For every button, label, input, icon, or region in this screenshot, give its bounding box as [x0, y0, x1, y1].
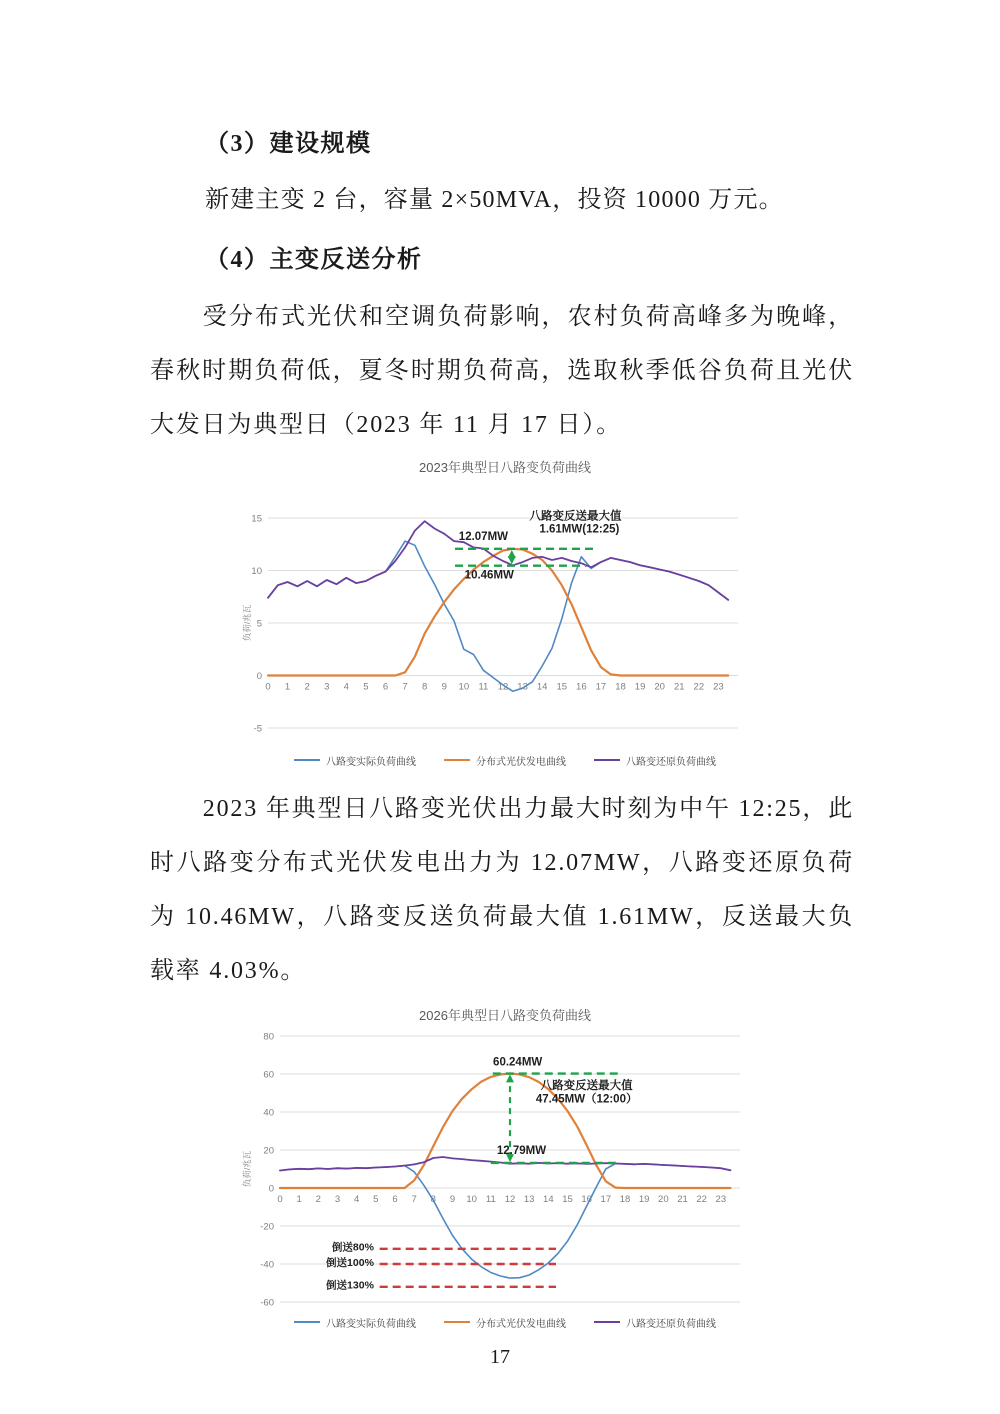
svg-text:7: 7 [411, 1194, 417, 1205]
chart-title-2026: 2026年典型日八路变负荷曲线 [419, 1008, 591, 1023]
legend-label: 分布式光伏发电曲线 [476, 1318, 566, 1330]
svg-text:19: 19 [634, 681, 646, 693]
annotation-label: 倒送130% [326, 1279, 374, 1292]
chart-legend-2026 [240, 1312, 770, 1332]
legend-line-sample [444, 1321, 470, 1323]
annotation-label: 八路变反送最大值 [540, 1080, 633, 1093]
series-line [280, 1074, 730, 1189]
legend-line-sample [594, 1321, 620, 1323]
series-line [268, 549, 728, 676]
legend-item [444, 753, 566, 768]
svg-text:0: 0 [268, 1183, 274, 1195]
svg-text:0: 0 [265, 681, 271, 693]
svg-text:-60: -60 [260, 1297, 274, 1309]
arrowhead-up [506, 1074, 514, 1082]
paragraph-construction-scale: 新建主变 2 台，容量 2×50MVA，投资 10000 万元。 [205, 187, 784, 213]
y-axis-label: 负荷/兆瓦 [242, 1150, 252, 1188]
svg-text:16: 16 [581, 1194, 592, 1205]
svg-text:22: 22 [696, 1194, 707, 1205]
svg-text:2: 2 [304, 681, 310, 693]
svg-text:20: 20 [654, 681, 665, 693]
annotation-label: 10.46MW [464, 569, 514, 582]
legend-line-sample [294, 759, 320, 761]
svg-text:18: 18 [619, 1194, 631, 1205]
svg-text:14: 14 [536, 681, 548, 693]
svg-text:-40: -40 [260, 1259, 274, 1271]
legend-line-sample [444, 759, 470, 761]
annotation-label: 60.24MW [493, 1056, 543, 1069]
page-number: 17 [490, 1346, 510, 1368]
legend-item [594, 1315, 716, 1330]
svg-text:18: 18 [615, 681, 626, 693]
svg-text:3: 3 [324, 681, 330, 693]
svg-text:21: 21 [677, 1194, 688, 1205]
svg-text:4: 4 [354, 1194, 360, 1205]
legend-item [294, 1315, 416, 1330]
svg-text:0: 0 [277, 1194, 283, 1205]
svg-text:15: 15 [251, 513, 262, 525]
paragraph-2023-analysis: 2023 年典型日八路变光伏出力最大时刻为中午 12:25，此时八路变分布式光伏发电出力为 12.07MW，八路变还原负荷为 10.46MW，八路变反送负荷最大值 1.61MW，反送最大负载率 4.03%。 [150, 796, 854, 984]
legend-label: 八路变实际负荷曲线 [326, 1318, 416, 1330]
annotation-label: 47.45MW（12:00） [535, 1093, 638, 1106]
svg-text:5: 5 [363, 681, 369, 693]
annotation-label: 12.79MW [496, 1145, 547, 1158]
svg-text:1: 1 [296, 1194, 302, 1205]
svg-text:10: 10 [458, 681, 470, 693]
svg-text:10: 10 [251, 566, 262, 577]
paragraph-typical-day-selection: 受分布式光伏和空调负荷影响，农村负荷高峰多为晚峰，春秋时期负荷低，夏冬时期负荷高，选取秋季低谷负荷且光伏大发日为典型日（2023 年 11 月 17 日）。 [150, 304, 854, 438]
legend-item [294, 753, 416, 768]
section-heading-reverse-flow-analysis: （4）主变反送分析 [205, 247, 423, 273]
svg-text:1: 1 [284, 681, 291, 693]
legend-line-sample [294, 1321, 320, 1323]
load-curve-chart-2026 [240, 1026, 770, 1312]
svg-text:60: 60 [263, 1069, 274, 1081]
svg-text:3: 3 [334, 1194, 341, 1205]
svg-text:13: 13 [517, 681, 528, 693]
legend-label: 八路变还原负荷曲线 [626, 1318, 716, 1330]
svg-text:9: 9 [449, 1194, 456, 1205]
svg-text:22: 22 [693, 681, 705, 693]
svg-text:2: 2 [315, 1194, 321, 1205]
svg-text:80: 80 [263, 1031, 274, 1043]
svg-text:17: 17 [595, 681, 607, 693]
svg-text:7: 7 [402, 681, 408, 693]
svg-text:5: 5 [373, 1194, 379, 1205]
svg-text:20: 20 [263, 1145, 274, 1157]
svg-text:21: 21 [673, 681, 685, 693]
svg-text:12: 12 [504, 1194, 516, 1205]
annotation-label: 倒送100% [326, 1256, 374, 1269]
annotation-label: 1.61MW(12:25) [539, 523, 620, 536]
chart-title-2023: 2023年典型日八路变负荷曲线 [419, 460, 591, 475]
svg-text:9: 9 [441, 681, 447, 693]
svg-text:8: 8 [430, 1194, 436, 1205]
legend-label: 分布式光伏发电曲线 [476, 756, 566, 768]
svg-text:19: 19 [638, 1194, 650, 1205]
annotation-label: 倒送80% [331, 1241, 374, 1254]
series-line [268, 541, 728, 691]
legend-line-sample [594, 759, 620, 761]
svg-text:6: 6 [392, 1194, 398, 1205]
svg-text:17: 17 [600, 1194, 612, 1205]
svg-text:20: 20 [658, 1194, 669, 1205]
svg-text:8: 8 [422, 681, 428, 693]
svg-text:12: 12 [497, 681, 509, 693]
legend-label: 八路变还原负荷曲线 [626, 756, 716, 768]
svg-text:23: 23 [713, 681, 724, 693]
section-heading-construction-scale: （3）建设规模 [205, 131, 372, 157]
chart-legend-2023 [240, 750, 770, 770]
svg-text:11: 11 [478, 681, 489, 693]
svg-text:-20: -20 [260, 1221, 274, 1233]
svg-text:0: 0 [256, 671, 262, 682]
annotation-label: 八路变反送最大值 [529, 510, 622, 523]
svg-text:23: 23 [715, 1194, 727, 1205]
svg-text:10: 10 [466, 1194, 477, 1205]
annotation-label: 12.07MW [458, 531, 509, 544]
chart-block-2026 [240, 1006, 770, 1332]
svg-text:-5: -5 [253, 723, 262, 735]
svg-text:11: 11 [485, 1194, 496, 1205]
svg-text:6: 6 [382, 681, 389, 693]
svg-text:13: 13 [523, 1194, 535, 1205]
svg-text:14: 14 [543, 1194, 554, 1205]
legend-item [444, 1315, 566, 1330]
legend-label: 八路变实际负荷曲线 [326, 756, 416, 768]
svg-text:15: 15 [562, 1194, 573, 1205]
svg-text:4: 4 [343, 681, 349, 693]
load-curve-chart-2023 [240, 478, 770, 750]
y-axis-label: 负荷/兆瓦 [242, 604, 252, 642]
svg-text:5: 5 [256, 618, 262, 630]
chart-block-2023 [240, 458, 770, 770]
svg-text:40: 40 [263, 1107, 274, 1119]
svg-text:16: 16 [576, 681, 587, 693]
svg-text:15: 15 [556, 681, 568, 693]
legend-item [594, 753, 716, 768]
